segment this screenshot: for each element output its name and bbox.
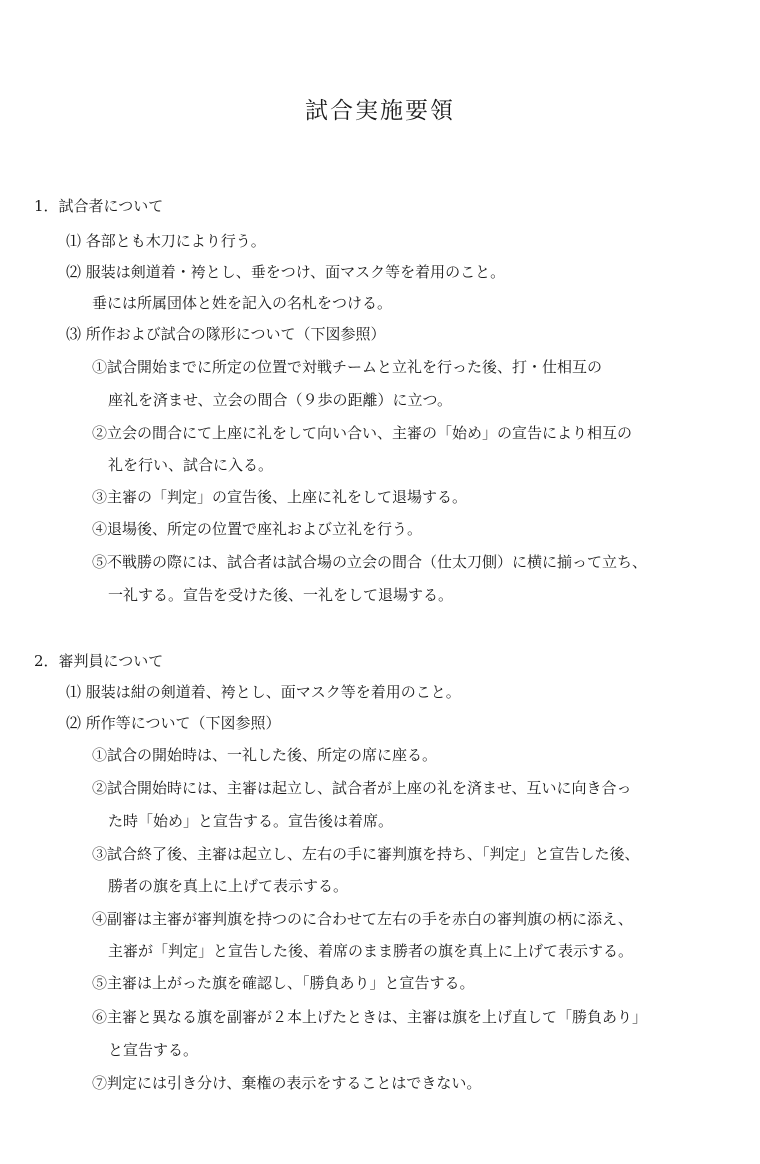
section1-heading: 1．試合者について [34,197,164,215]
section2-heading: 2．審判員について [34,652,164,670]
section2-item1: ⑴ 服装は紺の剣道着、袴とし、面マスク等を着用のこと。 [66,683,461,701]
section2-sub4-cont: 主審が「判定」と宣告した後、着席のまま勝者の旗を真上に上げて表示する。 [108,942,634,960]
section2-sub6: ⑥主審と異なる旗を副審が２本上げたときは、主審は旗を上げ直して「勝負あり」 [92,1008,648,1026]
section2-sub1: ①試合の開始時は、一礼した後、所定の席に座る。 [92,746,438,764]
section1-item1: ⑴ 各部とも木刀により行う。 [66,232,266,250]
section2-sub7: ⑦判定には引き分け、棄権の表示をすることはできない。 [92,1074,482,1092]
section2-sub2: ②試合開始時には、主審は起立し、試合者が上座の礼を済ませ、互いに向き合っ [92,779,632,797]
section1-sub5-cont: 一礼する。宣告を受けた後、一礼をして退場する。 [108,586,454,604]
document-title: 試合実施要領 [305,98,455,124]
section1-sub1-cont: 座礼を済ませ、立会の間合（９歩の距離）に立つ。 [108,391,452,409]
section2-sub3-cont: 勝者の旗を真上に上げて表示する。 [108,877,349,895]
section2-sub3: ③試合終了後、主審は起立し、左右の手に審判旗を持ち、「判定」と宣告した後、 [92,845,640,863]
section2-sub4: ④副審は主審が審判旗を持つのに合わせて左右の手を赤白の審判旗の柄に添え、 [92,910,633,928]
section1-item3: ⑶ 所作および試合の隊形について（下図参照） [66,325,386,343]
section2-sub2-cont: た時「始め」と宣告する。宣告後は着席。 [108,812,394,830]
section2-sub5: ⑤主審は上がった旗を確認し、「勝負あり」と宣告する。 [92,974,475,992]
section1-sub3: ③主審の「判定」の宣告後、上座に礼をして退場する。 [92,488,468,506]
section2-sub6-cont: と宣告する。 [108,1041,199,1059]
section1-sub2-cont: 礼を行い、試合に入る。 [108,456,274,474]
section1-item2: ⑵ 服装は剣道着・袴とし、垂をつけ、面マスク等を着用のこと。 [66,263,506,281]
section1-item2-cont: 垂には所属団体と姓を記入の名札をつける。 [92,294,393,312]
section1-sub1: ①試合開始までに所定の位置で対戦チームと立礼を行った後、打・仕相互の [92,358,603,376]
section1-sub2: ②立会の間合にて上座に礼をして向い合い、主審の「始め」の宣告により相互の [92,424,633,442]
section1-sub5: ⑤不戦勝の際には、試合者は試合場の立会の間合（仕太刀側）に横に揃って立ち、 [92,553,648,571]
section2-item2: ⑵ 所作等について（下図参照） [66,714,281,732]
section1-sub4: ④退場後、所定の位置で座礼および立礼を行う。 [92,520,423,538]
